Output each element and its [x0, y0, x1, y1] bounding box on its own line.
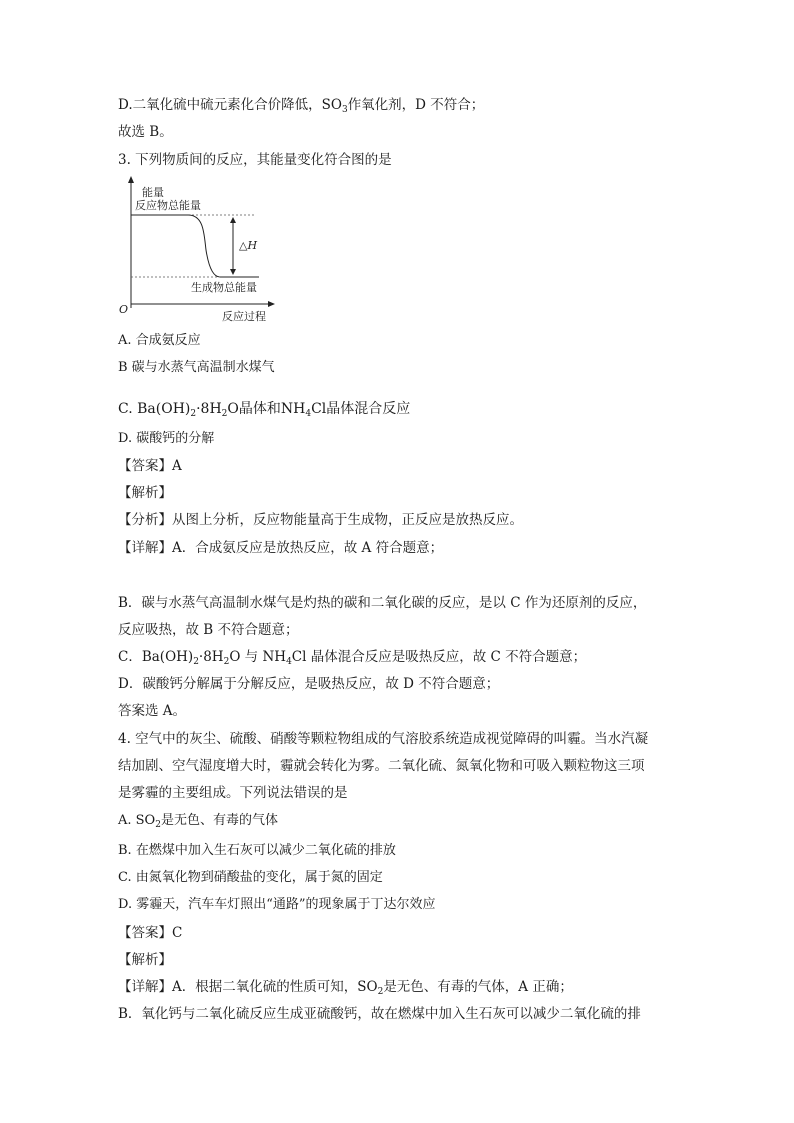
formula-text: Cl 晶体混合反应是吸热反应，故 C 不符合题意；	[291, 649, 587, 665]
text-line	[118, 96, 484, 116]
detail-text: B．碳与水蒸气高温制水煤气是灼热的碳和二氧化碳的反应，是以 C 作为还原剂的反应，	[118, 595, 647, 611]
arrow-up-icon	[230, 217, 236, 223]
subscript: 4	[305, 409, 312, 419]
subscript: 4	[286, 657, 292, 667]
answer-label: 【答案】C	[118, 925, 183, 941]
analysis-text: 【分析】从图上分析，反应物能量高于生成物，正反应是放热反应。	[118, 512, 523, 528]
subscript: 2	[377, 987, 384, 997]
answer-label: 【答案】A	[118, 458, 182, 474]
formula-text: A. SO	[118, 813, 156, 828]
subscript: 2	[155, 820, 161, 830]
energy-diagram	[116, 174, 286, 326]
origin-label: O	[119, 303, 129, 316]
formula-text: ·8H	[196, 401, 222, 417]
line-text: 是无色、有毒的气体，A 正确；	[383, 979, 573, 995]
option-c: C. 由氮氧化物到硝酸盐的变化，属于氮的固定	[118, 870, 383, 885]
subscript: 2	[221, 409, 228, 419]
option-c	[118, 400, 410, 420]
question-3-stem: 3. 下列物质间的反应，其能量变化符合图的是	[118, 152, 392, 168]
option-d: D. 碳酸钙的分解	[118, 431, 215, 446]
subscript: 2	[193, 657, 199, 667]
detail-text: 反应吸热，故 B 不符合题意；	[118, 622, 299, 638]
option-b: B 碳与水蒸气高温制水煤气	[118, 360, 275, 375]
question-4-stem: 是雾霾的主要组成。下列说法错误的是	[118, 785, 348, 801]
formula-text: O晶体和NH	[227, 401, 306, 417]
detail-text	[118, 648, 586, 668]
formula-text: Cl晶体混合反应	[311, 401, 411, 417]
analysis-label: 【解析】	[118, 952, 172, 968]
formula-text: ·8H	[198, 649, 224, 665]
line-text: D.二氧化硫中硫元素化合价降低，SO	[118, 97, 342, 113]
conclusion-text: 答案选 A。	[118, 703, 187, 719]
subscript: 2	[223, 657, 230, 667]
x-axis-arrow-icon	[268, 301, 275, 307]
question-4-stem: 4. 空气中的灰尘、硫酸、硝酸等颗粒物组成的气溶胶系统造成视觉障碍的叫霾。当水汽凝	[118, 731, 649, 747]
product-label: 生成物总能量	[191, 281, 257, 294]
subscript: 3	[341, 105, 348, 115]
y-axis-label: 能量	[142, 186, 164, 199]
reactant-label: 反应物总能量	[135, 199, 201, 212]
detail-text: 【详解】A．合成氨反应是放热反应，故 A 符合题意；	[118, 540, 444, 556]
formula-text: C. Ba(OH)	[118, 401, 191, 417]
formula-text: C．Ba(OH)	[118, 649, 194, 665]
y-axis-arrow-icon	[128, 176, 134, 183]
formula-text: 是无色、有毒的气体	[160, 813, 278, 828]
energy-curve	[188, 215, 220, 277]
option-a	[118, 812, 278, 831]
detail-text	[118, 978, 573, 998]
text-line: 故选 B。	[118, 124, 173, 140]
arrow-down-icon	[230, 269, 236, 275]
analysis-label: 【解析】	[118, 485, 172, 501]
detail-text: D．碳酸钙分解属于分解反应，是吸热反应，故 D 不符合题意；	[118, 676, 500, 692]
option-b: B. 在燃煤中加入生石灰可以减少二氧化硫的排放	[118, 843, 396, 858]
question-4-stem: 结加剧、空气湿度增大时，霾就会转化为雾。二氧化硫、氮氧化物和可吸入颗粒物这三项	[118, 758, 645, 774]
formula-text: O 与 NH	[229, 649, 287, 665]
delta-h-label: △H	[239, 239, 258, 252]
option-a: A. 合成氨反应	[118, 333, 201, 348]
x-axis-label: 反应过程	[222, 310, 266, 323]
subscript: 2	[190, 409, 197, 419]
option-d: D. 雾霾天，汽车车灯照出“通路”的现象属于丁达尔效应	[118, 897, 436, 912]
line-text: 【详解】A．根据二氧化硫的性质可知，SO	[118, 979, 378, 995]
line-text: 作氧化剂，D 不符合；	[347, 97, 485, 113]
detail-text: B．氧化钙与二氧化硫反应生成亚硫酸钙，故在燃煤中加入生石灰可以减少二氧化硫的排	[118, 1006, 641, 1022]
